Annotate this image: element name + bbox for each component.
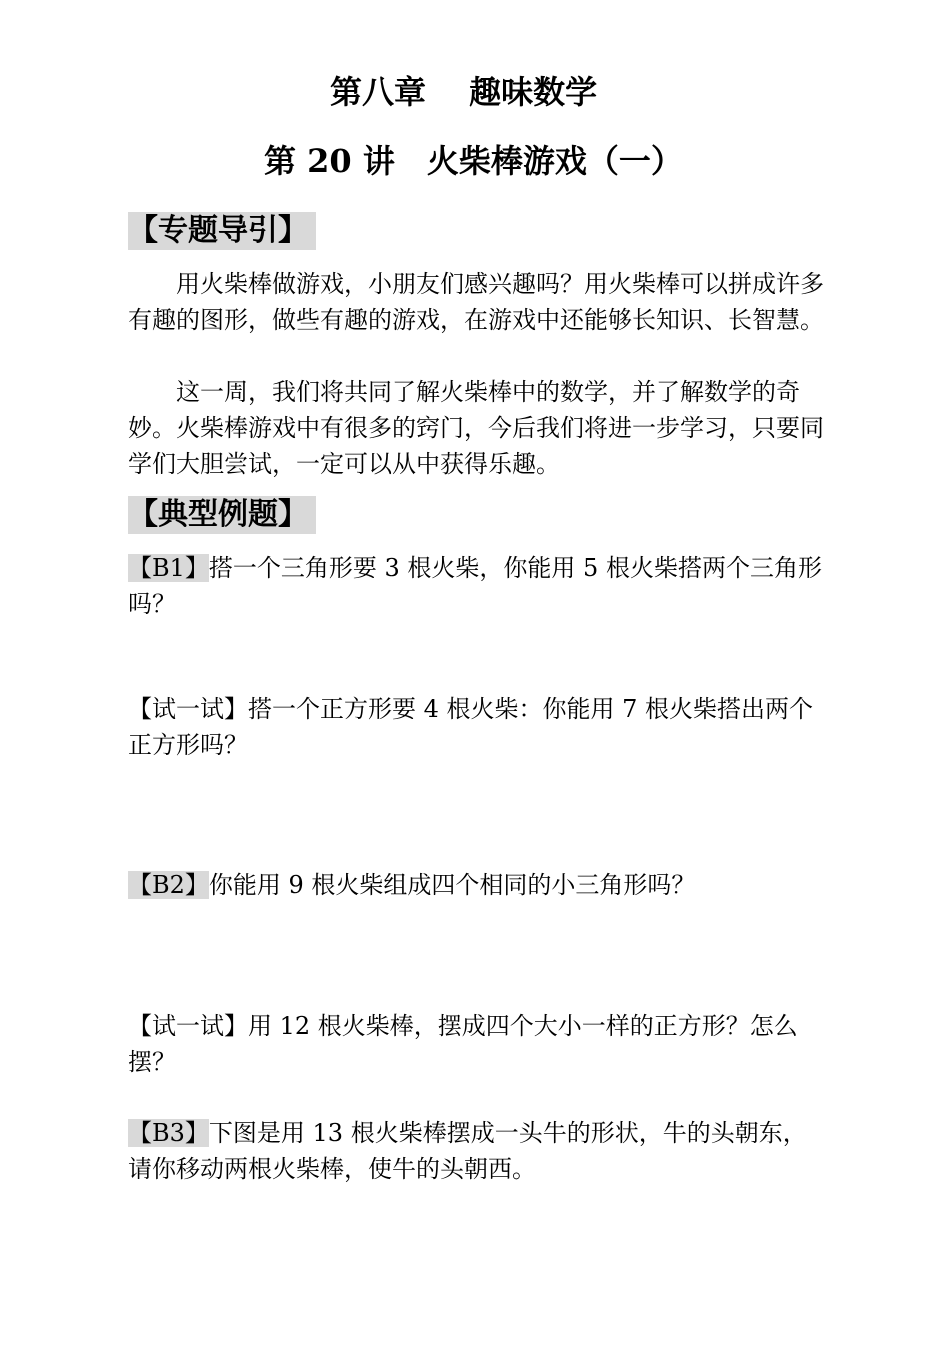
example-tag: 【B2】 <box>128 871 209 899</box>
examples-header: 【典型例题】 <box>128 496 316 534</box>
example-b3 <box>128 1115 828 1187</box>
example-tag: 【试一试】 <box>128 1012 248 1040</box>
practice-1 <box>128 691 828 763</box>
example-text: 下图是用 13 根火柴棒摆成一头牛的形状，牛的头朝东，请你移动两根火柴棒，使牛的头朝西。 <box>128 1119 807 1183</box>
example-tag: 【B3】 <box>128 1119 209 1147</box>
lecture-title: 第 20 讲 火柴棒游戏（一） <box>264 142 683 180</box>
example-b1 <box>128 550 828 622</box>
intro-paragraph-1: 用火柴棒做游戏，小朋友们感兴趣吗？用火柴棒可以拼成许多有趣的图形，做些有趣的游戏，在游戏中还能够长知识、长智慧。 <box>128 270 824 334</box>
intro-header: 【专题导引】 <box>128 212 316 250</box>
example-tag: 【试一试】 <box>128 695 248 723</box>
example-text: 搭一个三角形要 3 根火柴，你能用 5 根火柴搭两个三角形吗？ <box>128 554 822 618</box>
example-b2 <box>128 867 828 903</box>
example-text: 用 12 根火柴棒，摆成四个大小一样的正方形？怎么摆？ <box>128 1012 798 1076</box>
intro-paragraph-2: 这一周，我们将共同了解火柴棒中的数学，并了解数学的奇妙。火柴棒游戏中有很多的窍门，今后我们将进一步学习，只要同学们大胆尝试，一定可以从中获得乐趣。 <box>128 378 824 478</box>
example-text: 你能用 9 根火柴组成四个相同的小三角形吗？ <box>208 871 696 899</box>
example-tag: 【B1】 <box>128 554 209 582</box>
chapter-title: 第八章 趣味数学 <box>330 73 598 111</box>
practice-2 <box>128 1008 828 1080</box>
example-text: 搭一个正方形要 4 根火柴：你能用 7 根火柴搭出两个正方形吗？ <box>128 695 814 759</box>
